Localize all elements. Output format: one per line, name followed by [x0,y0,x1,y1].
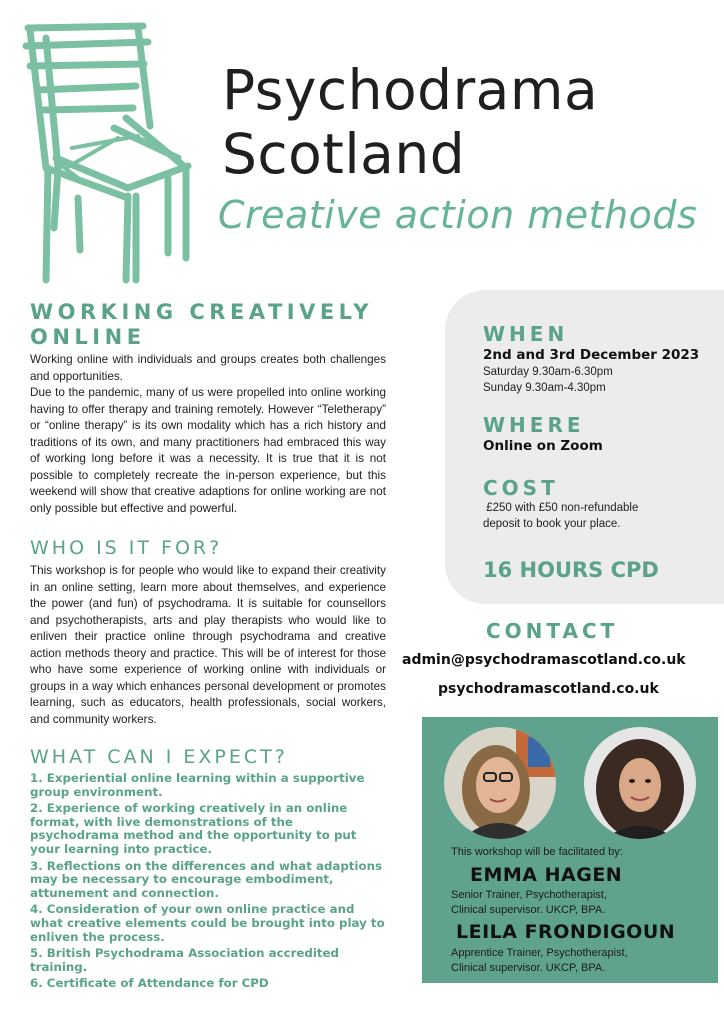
who-for-body: This workshop is for people who would like to expand their creativity in an online setting, learn more about themselves, and experience the power (and fun) of psychodrama. It is suitable for counsellors and psychotherapists, arts and play therapists who would like to enliven their practice online through psychodrama and creative action methods theory and practice. This will be of interest for those who have some experience of working online with individuals or groups in a way which enhances personal development or promotes learning, such as educators, health professionals, social workers, and community workers. [30,564,386,726]
facilitator-role-leila [451,946,628,975]
facilitators-intro: This workshop will be facilitated by: [451,846,623,858]
expect-heading: WHAT CAN I EXPECT? [30,746,288,768]
brand-name-line1: Psychodrama [222,58,599,122]
where-value: Online on Zoom [483,438,603,454]
brand-name-line2: Scotland [222,122,466,186]
facilitator-role-emma [451,888,607,917]
working-online-heading [30,300,386,350]
list-item: 3. Reflections on the differences and what adaptions may be necessary to encourage embodiment, attunement and connection. [30,858,383,900]
cpd-hours: 16 HOURS CPD [483,558,659,582]
facilitator-role-emma-line2: Clinical supervisor. UKCP, BPA. [451,903,606,916]
brand-title [222,58,598,186]
facilitator-name-leila: LEILA FRONDIGOUN [456,921,676,943]
cost-line2: deposit to book your place. [483,518,621,530]
facilitator-role-leila-line1: Apprentice Trainer, Psychotherapist, [451,947,628,959]
expect-list [30,772,386,991]
facilitator-photo-leila [584,727,696,839]
working-online-para1: Working online with individuals and groups creates both challenges and opportunities. [30,353,386,383]
contact-heading: CONTACT [486,619,619,643]
when-label: WHEN [483,322,569,346]
cost-line1: £250 with £50 non-refundable [483,502,639,514]
facilitator-role-leila-line2: Clinical supervisor. UKCP, BPA. [451,961,606,974]
working-online-heading-line1: WORKING CREATIVELY [30,300,373,324]
saturday-times: Saturday 9.30am-6.30pm [483,366,613,378]
cost-label: COST [483,476,559,500]
list-item: 4. Consideration of your own online practice and what creative elements could be brought into play to enliven the process. [30,902,385,944]
list-item: 2. Experience of working creatively in an online format, with live demonstrations of the psychodrama method and the opportunity to put your learning into practice. [30,801,357,856]
contact-website-link[interactable]: psychodramascotland.co.uk [438,681,659,697]
list-item: 5. British Psychodrama Association accredited training. [30,946,339,974]
who-for-heading: WHO IS IT FOR? [30,537,223,559]
event-dates: 2nd and 3rd December 2023 [483,347,700,363]
facilitator-role-emma-line1: Senior Trainer, Psychotherapist, [451,889,607,901]
chair-icon [18,18,198,286]
info-content [483,322,723,582]
contact-email-link[interactable]: admin@psychodramascotland.co.uk [402,652,686,668]
brand-tagline: Creative action methods [218,193,698,237]
left-column [30,300,386,994]
sunday-times: Sunday 9.30am-4.30pm [483,382,606,394]
facilitator-name-emma: EMMA HAGEN [470,864,623,886]
list-item: 6. Certificate of Attendance for CPD [30,976,269,991]
working-online-para2: Due to the pandemic, many of us were propelled into online working having to offer therapy and training remotely. However “Teletherapy” or “online therapy” is its own modality which has a rich history and traditions of its own, and many practitioners had embraced this way of working long before it was a necessity. It is true that it is not possible to completely recreate the in-person experience, but this weekend will show that creative adaptions for online working are not only possible but effective and powerful. [30,386,386,515]
facilitator-photo-emma [444,727,556,839]
where-label: WHERE [483,413,585,437]
list-item: 1. Experiential online learning within a supportive group environment. [30,771,365,799]
working-online-heading-line2: ONLINE [30,325,146,349]
